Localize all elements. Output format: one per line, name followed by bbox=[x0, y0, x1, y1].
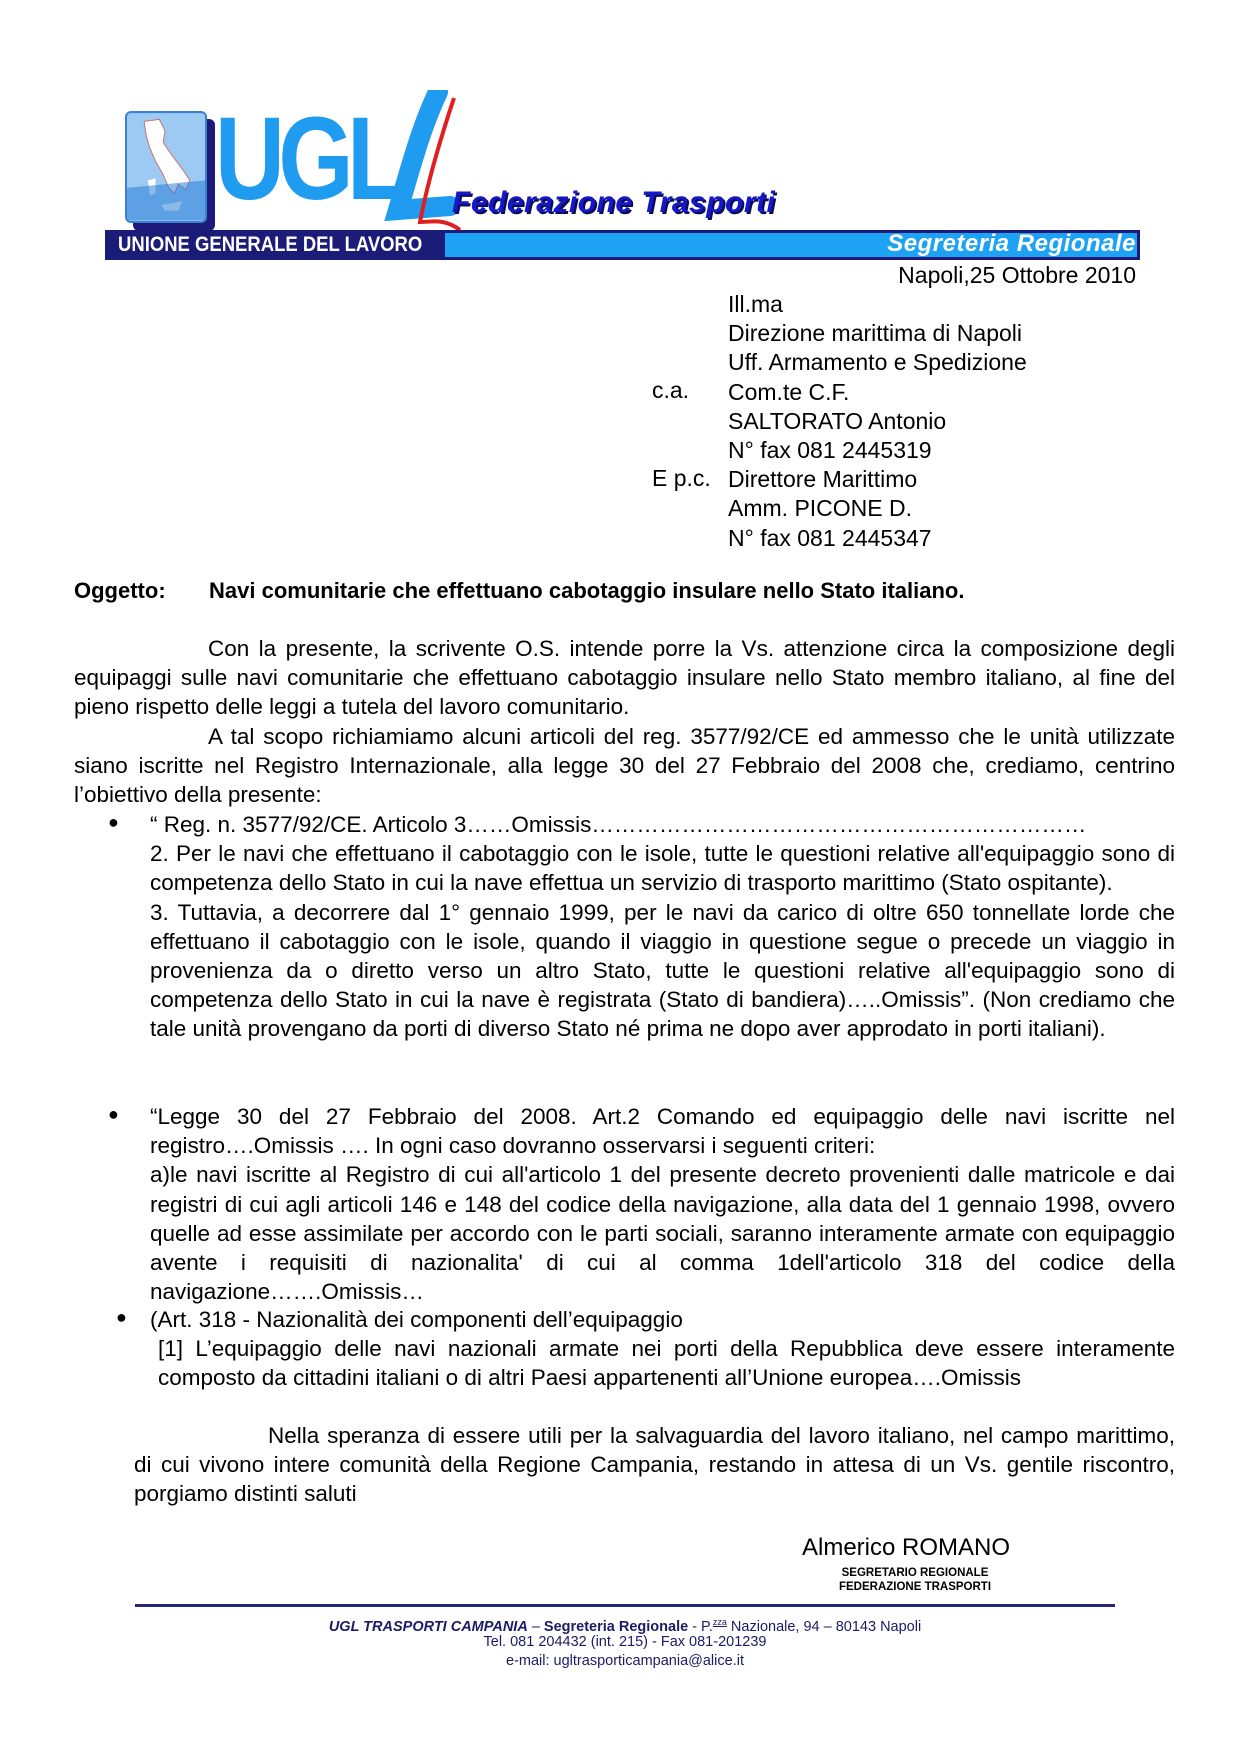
footer-dash: – bbox=[527, 1618, 544, 1635]
body-paragraph-1: Con la presente, la scrivente O.S. intende porre la Vs. attenzione circa la composizione degli equipaggi sulle navi comunitarie che effettuano cabotaggio insulare nello Stato membro italiano, al fine del pieno rispetto delle leggi a tutela del lavoro comunitario. bbox=[74, 636, 1175, 720]
recipient-line: Direttore Marittimo bbox=[728, 466, 918, 493]
bullet-icon: ● bbox=[108, 812, 119, 832]
recipient-line: N° fax 081 2445347 bbox=[728, 524, 932, 551]
signatory-role-line: SEGRETARIO REGIONALE bbox=[841, 1567, 989, 1579]
recipient-line: Com.te C.F. bbox=[728, 378, 850, 405]
footer-addr-pre: - P. bbox=[688, 1618, 713, 1635]
footer-phone: Tel. 081 204432 (int. 215) - Fax 081-201239 bbox=[483, 1634, 767, 1650]
letter-date: Napoli,25 Ottobre 2010 bbox=[898, 262, 1136, 288]
ca-label: c.a. bbox=[652, 377, 690, 403]
bullet-item-1 bbox=[150, 810, 1175, 1044]
subject-text: Navi comunitarie che effettuano cabotaggio insulare nello Stato italiano. bbox=[209, 578, 965, 603]
recipient-line: Amm. PICONE D. bbox=[728, 495, 913, 522]
recipient-line: Ill.ma bbox=[728, 291, 783, 317]
recipient-line: Uff. Armamento e Spedizione bbox=[728, 349, 1027, 376]
epc-label: E p.c. bbox=[652, 465, 711, 491]
bullet-3-para-a: [1] L’equipaggio delle navi nazionali armate nei porti della Repubblica deve essere interamente composto da cittadini italiani o di altri Paesi appartenenti all’Unione europea….Omissis bbox=[158, 1336, 1175, 1391]
italy-map-logo-icon bbox=[125, 111, 207, 223]
bullet-item-3 bbox=[150, 1305, 1175, 1393]
recipient-line: N° fax 081 2445319 bbox=[728, 437, 932, 464]
ugl-logo-text: UGL bbox=[215, 93, 400, 225]
bullet-1-head: “ Reg. n. 3577/92/CE. Articolo 3……Omissis………………………………………………………… bbox=[150, 812, 1087, 837]
footer-org: UGL TRASPORTI CAMPANIA bbox=[328, 1618, 528, 1635]
bullet-2-para-a: a)le navi iscritte al Registro di cui all'articolo 1 del presente decreto provenienti dalle matricole e dai registri di cui agli articoli 146 e 148 del codice della navigazione, alla data del 1 gennaio 1998, ovvero quelle ad esse assimilate per accordo con le parti sociali, saranno interamente armate con equipaggio avente i requisiti di nazionalita' di cui al comma 1dell'articolo 318 del codice della navigazione…….Omissis… bbox=[150, 1162, 1175, 1305]
closing-paragraph: Nella speranza di essere utili per la salvaguardia del lavoro italiano, nel campo marittimo, di cui vivono intere comunità della Regione Campania, restando in attesa di un Vs. gentile riscontro, porgiamo distinti saluti bbox=[134, 1423, 1175, 1507]
federation-title: Federazione Trasporti bbox=[452, 186, 776, 219]
office-name: Segreteria Regionale bbox=[887, 230, 1136, 257]
footer-email[interactable]: e-mail: ugltrasporticampania@alice.it bbox=[506, 1653, 744, 1669]
body-paragraph-2: A tal scopo richiamiamo alcuni articoli del reg. 3577/92/CE ed ammesso che le unità utilizzate siano iscritte nel Registro Internazionale, alla legge 30 del 27 Febbraio del 2008 che, crediamo, centrino l’obiettivo della presente: bbox=[74, 724, 1175, 808]
footer-divider bbox=[135, 1604, 1115, 1607]
signatory-role bbox=[830, 1566, 1000, 1594]
subject-label: Oggetto: bbox=[74, 578, 166, 603]
footer-addr-post: Nazionale, 94 – 80143 Napoli bbox=[726, 1618, 922, 1635]
union-name: UNIONE GENERALE DEL LAVORO bbox=[118, 233, 423, 256]
recipient-line: SALTORATO Antonio bbox=[728, 407, 947, 434]
bullet-2-head: “Legge 30 del 27 Febbraio del 2008. Art.2 Comando ed equipaggio delle navi iscritte nel registro….Omissis …. In ogni caso dovranno osservarsi i seguenti criteri: bbox=[150, 1104, 1175, 1159]
bullet-icon: ● bbox=[116, 1307, 127, 1327]
italy-map-icon bbox=[127, 113, 205, 221]
bullet-3-head: (Art. 318 - Nazionalità dei componenti dell’equipaggio bbox=[150, 1307, 683, 1332]
bullet-item-2 bbox=[150, 1102, 1175, 1306]
bullet-icon: ● bbox=[108, 1104, 119, 1124]
footer-office: Segreteria Regionale bbox=[543, 1618, 689, 1635]
signatory-role-line: FEDERAZIONE TRASPORTI bbox=[838, 1581, 992, 1593]
signatory-name: Almerico ROMANO bbox=[802, 1534, 1011, 1561]
footer-addr-sup: zza bbox=[712, 1617, 727, 1627]
recipient-line: Direzione marittima di Napoli bbox=[728, 320, 1022, 347]
bullet-1-para-a: 2. Per le navi che effettuano il cabotaggio con le isole, tutte le questioni relative all'equipaggio sono di competenza dello Stato in cui la nave effettua un servizio di trasporto marittimo (Stato ospitante). bbox=[150, 841, 1175, 896]
bullet-1-para-b: 3. Tuttavia, a decorrere dal 1° gennaio 1999, per le navi da carico di oltre 650 tonnellate lorde che effettuano il cabotaggio con le isole, quando il viaggio in questione segue o precede un viaggio in provenienza da o diretto verso un altro Stato, tutte le questioni relative all'equipaggio sono di competenza dello Stato in cui la nave è registrata (Stato di bandiera)…..Omissis”. (Non crediamo che tale unità provengano da porti di diverso Stato né prima ne dopo aver approdato in porti italiani). bbox=[150, 899, 1175, 1042]
recipient-block bbox=[728, 290, 1027, 553]
